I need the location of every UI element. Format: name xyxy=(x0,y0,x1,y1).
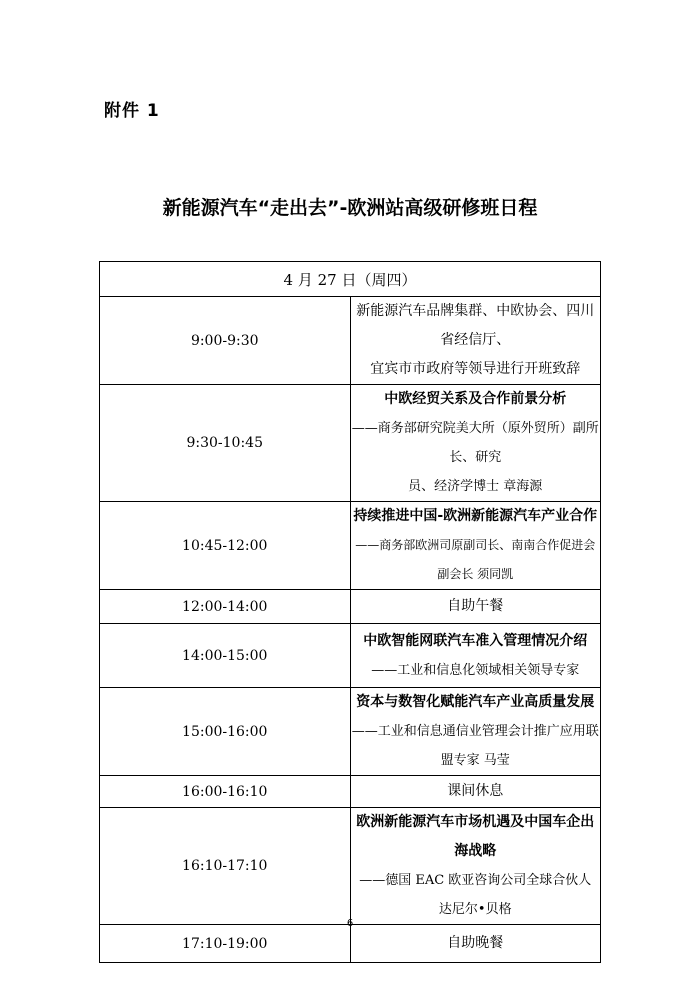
speaker-line: ——工业和信息化领域相关领导专家 xyxy=(371,662,580,678)
time-cell: 16:00-16:10 xyxy=(100,776,351,808)
content-cell xyxy=(350,297,601,385)
session-topic: 持续推进中国-欧洲新能源汽车产业合作 xyxy=(353,508,598,524)
content-cell xyxy=(350,688,601,776)
page-number: 6 xyxy=(346,918,354,929)
attachment-label: 附件 1 xyxy=(104,101,160,121)
document-title: 新能源汽车“走出去”-欧洲站高级研修班日程 xyxy=(162,197,538,219)
time-cell: 9:00-9:30 xyxy=(100,297,351,385)
day-header: 4 月 27 日（周四） xyxy=(100,262,601,297)
speaker-line: ——工业和信息通信业管理会计推广应用联盟专家 马莹 xyxy=(351,724,599,768)
content-cell xyxy=(350,808,601,925)
content-cell: 课间休息 xyxy=(350,776,601,808)
content-cell: 自助午餐 xyxy=(350,590,601,624)
table-row xyxy=(100,925,601,963)
content-cell: 自助晚餐 xyxy=(350,925,601,963)
table-row xyxy=(100,502,601,590)
time-cell: 10:45-12:00 xyxy=(100,502,351,590)
speaker-line: 达尼尔•贝格 xyxy=(438,902,512,917)
time-cell: 12:00-14:00 xyxy=(100,590,351,624)
schedule-table xyxy=(99,261,601,963)
content-line: 宜宾市市政府等领导进行开班致辞 xyxy=(370,361,581,377)
session-topic: 资本与数智化赋能汽车产业高质量发展 xyxy=(356,694,595,710)
speaker-line: ——德国 EAC 欧亚咨询公司全球合伙人 xyxy=(359,873,592,888)
session-topic: 欧洲新能源汽车市场机遇及中国车企出海战略 xyxy=(356,814,595,859)
day-header-row xyxy=(100,262,601,297)
table-row xyxy=(100,624,601,688)
speaker-line: ——商务部研究院美大所（原外贸所）副所长、研究 xyxy=(351,421,599,465)
speaker-line: 员、经济学博士 章海源 xyxy=(408,479,543,494)
table-row xyxy=(100,776,601,808)
table-row xyxy=(100,590,601,624)
session-topic: 中欧智能网联汽车准入管理情况介绍 xyxy=(363,632,588,649)
time-cell: 14:00-15:00 xyxy=(100,624,351,688)
content-line: 新能源汽车品牌集群、中欧协会、四川省经信厅、 xyxy=(356,303,595,348)
table-row xyxy=(100,688,601,776)
content-cell xyxy=(350,624,601,688)
session-topic: 中欧经贸关系及合作前景分析 xyxy=(384,391,567,407)
time-cell: 17:10-19:00 xyxy=(100,925,351,963)
table-row xyxy=(100,385,601,502)
speaker-line: ——商务部欧洲司原副司长、南南合作促进会副会长 须同凯 xyxy=(355,538,596,581)
table-row xyxy=(100,808,601,925)
content-cell xyxy=(350,385,601,502)
content-cell xyxy=(350,502,601,590)
time-cell: 9:30-10:45 xyxy=(100,385,351,502)
time-cell: 15:00-16:00 xyxy=(100,688,351,776)
table-row xyxy=(100,297,601,385)
time-cell: 16:10-17:10 xyxy=(100,808,351,925)
